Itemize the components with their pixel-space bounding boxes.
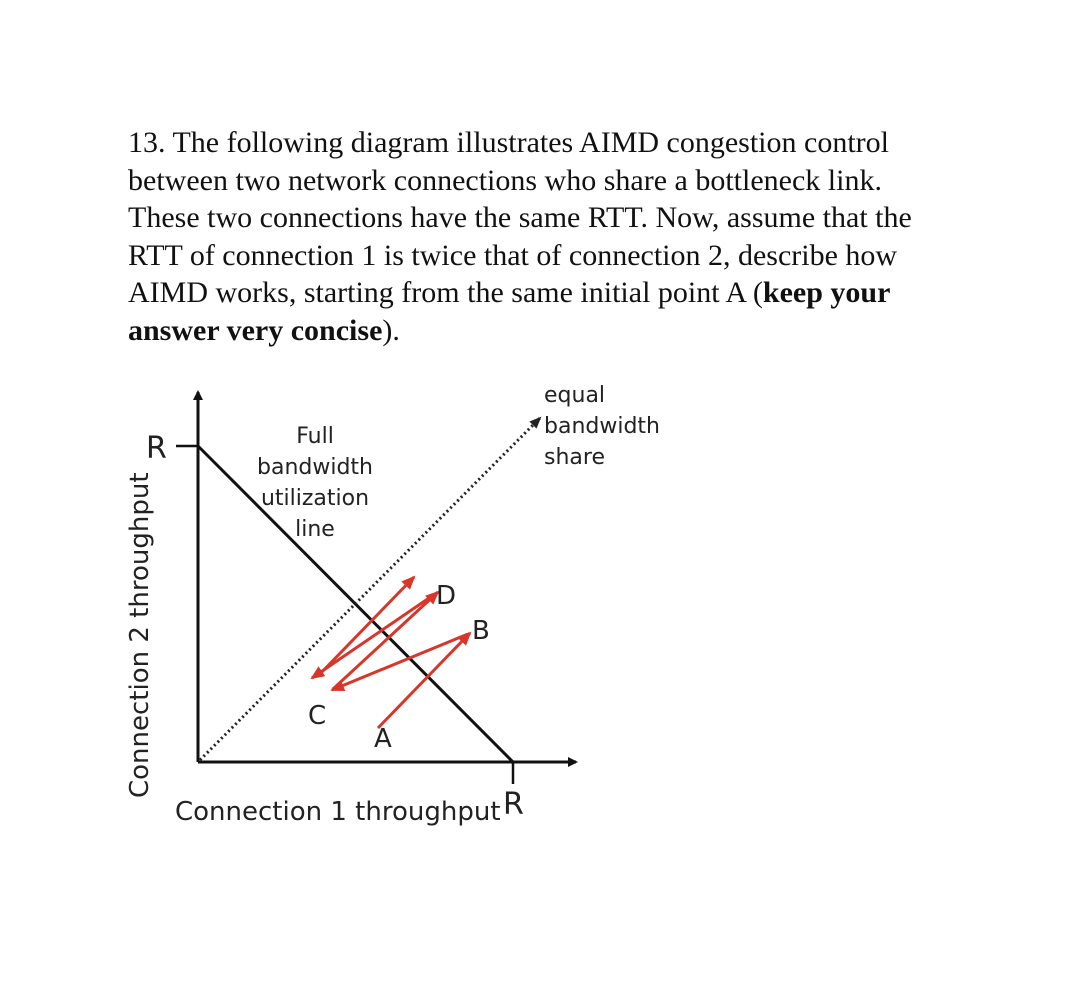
arrow-a-to-b: [378, 633, 470, 728]
question-end: ).: [382, 313, 400, 347]
question-number: 13.: [128, 126, 166, 159]
equal-share-label-2: bandwidth: [544, 414, 660, 439]
full-utilization-label-3: utilization: [260, 486, 370, 511]
point-d-label: D: [436, 581, 457, 611]
point-c-label: C: [308, 701, 327, 731]
x-max-label: R: [503, 787, 524, 822]
full-utilization-label-2: bandwidth: [257, 455, 373, 480]
point-b-label: B: [472, 616, 490, 646]
question-body: The following diagram illustrates AIMD congestion control between two network connections who share a bottleneck link. These two connections have the same RTT. Now, assume that the RTT of connection 1 is twice that of connection 2, describe how AIMD works, starting from the same initial point A (: [128, 126, 912, 309]
question-emphasis: keep your answer very concise: [128, 276, 890, 347]
full-utilization-label-1: Full: [296, 424, 334, 449]
full-utilization-label-4: line: [295, 517, 335, 542]
y-axis-label: Connection 2 throughput: [125, 472, 155, 798]
y-max-label: R: [146, 431, 167, 466]
point-a-label: A: [374, 724, 392, 754]
equal-share-label-3: share: [544, 445, 605, 470]
equal-share-label-1: equal: [544, 383, 606, 408]
x-axis-label: Connection 1 throughput: [175, 797, 501, 827]
